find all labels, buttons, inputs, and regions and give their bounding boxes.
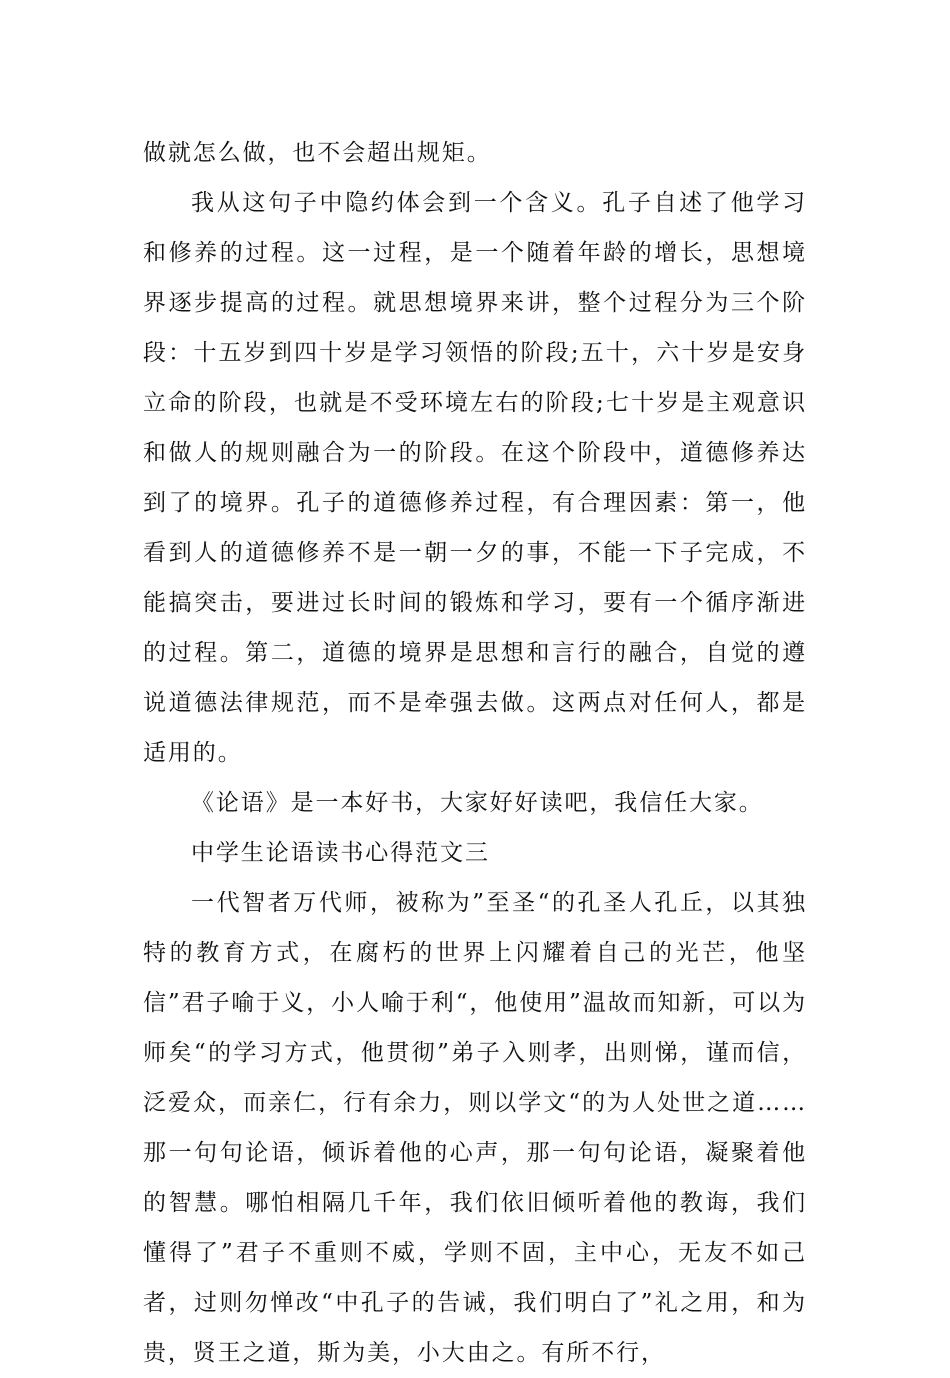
paragraph-1: 做就怎么做，也不会超出规矩。 — [143, 140, 492, 166]
paragraph-4: 一代智者万代师，被称为”至圣“的孔圣人孔丘，以其独特的教育方式，在腐朽的世界上闪耀着自己的光芒，他坚信”君子喻于义，小人喻于利“，他使用”温故而知新，可以为师矣“的学习方式，他贯彻”弟子入则孝，出则悌，谨而信，泛爱众，而亲仁，行有余力，则以学文“的为人处世之道……那一句句论语，倾诉着他的心声，那一句句论语，凝聚着他的智慧。哪怕相隔几千年，我们依旧倾听着他的教诲，我们懂得了”君子不重则不威，学则不固，主中心，无友不如己者，过则勿惮改“中孔子的告诫，我们明白了”礼之用，和为贵，贤王之道，斯为美，小大由之。有所不行， — [143, 890, 807, 1366]
section-heading: 中学生论语读书心得范文三 — [191, 840, 490, 866]
paragraph-3: 《论语》是一本好书，大家好好读吧，我信任大家。 — [191, 790, 764, 816]
paragraph-2: 我从这句子中隐约体会到一个含义。孔子自述了他学习和修养的过程。这一过程，是一个随着年龄的增长，思想境界逐步提高的过程。就思想境界来讲，整个过程分为三个阶段：十五岁到四十岁是学习领悟的阶段;五十，六十岁是安身立命的阶段，也就是不受环境左右的阶段;七十岁是主观意识和做人的规则融合为一的阶段。在这个阶段中，道德修养达到了的境界。孔子的道德修养过程，有合理因素：第一，他看到人的道德修养不是一朝一夕的事，不能一下子完成，不能搞突击，要进过长时间的锻炼和学习，要有一个循序渐进的过程。第二，道德的境界是思想和言行的融合，自觉的遵说道德法律规范，而不是牵强去做。这两点对任何人，都是适用的。 — [143, 190, 807, 766]
document-body — [143, 128, 807, 1378]
